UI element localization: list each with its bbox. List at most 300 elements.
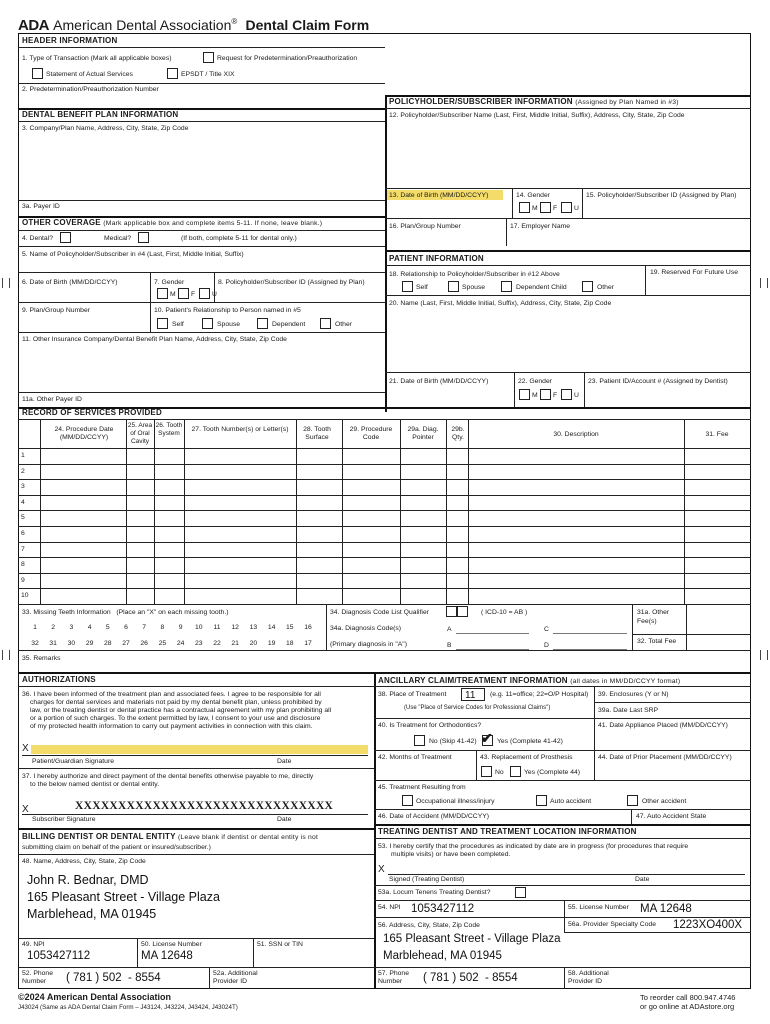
billing-street[interactable]: 165 Pleasant Street - Village Plaza [27,890,220,904]
field-42-label: 42. Months of Treatment [378,754,452,761]
auto-accident-checkbox[interactable] [536,795,547,806]
rule [385,188,751,189]
rule [632,604,633,650]
rule [253,938,254,967]
pat-gender-f-label: F [553,392,558,399]
rule [385,265,751,266]
title-org: American Dental Association [53,17,232,33]
field-40-label: 40. Is Treatment for Orthodontics? [378,722,482,729]
rule [18,768,374,769]
billing-license[interactable]: MA 12648 [141,950,193,962]
billing-section-note2: submitting claim on behalf of the patient or insured/subscriber.) [22,844,211,851]
services-col-rule [446,419,447,604]
epsdt-label: EPSDT / Title XIX [181,71,235,78]
col-24-header: 24. Procedure Date (MM/DD/CCYY) [54,426,114,441]
other-gender-f-label: F [191,291,196,298]
service-row-number: 10 [21,592,29,600]
rule [512,188,513,218]
field-31a-label: 31a. Other Fee(s) [637,609,670,625]
rule [18,419,751,420]
auto-accident-label: Auto accident [550,798,592,805]
subscriber-signature-field[interactable]: XXXXXXXXXXXXXXXXXXXXXXXXXXXXXX [75,800,334,812]
upper-tooth-number[interactable]: 5 [105,624,110,631]
field-54-label: 54. NPI [378,904,401,911]
field-56-label: 56. Address, City, State, Zip Code [378,922,480,929]
field-33-text: 33. Missing Teeth Information [22,609,111,616]
upper-tooth-number[interactable]: 1 [33,624,37,631]
rule [582,188,583,218]
occupational-checkbox[interactable] [402,795,413,806]
lower-tooth-number[interactable]: 30 [67,640,76,647]
rule [632,634,751,635]
upper-tooth-number[interactable]: 8 [160,624,165,631]
other-accident-checkbox[interactable] [627,795,638,806]
col-26-header: 26. Tooth System [155,422,183,437]
other-gender-f-checkbox[interactable] [178,288,189,299]
treating-sig-x: X [378,864,385,875]
billing-name[interactable]: John R. Bednar, DMD [27,873,149,887]
pat-rel-self-checkbox[interactable] [402,281,413,292]
service-row-number: 4 [21,498,25,506]
service-row-rule [18,557,751,558]
rule [18,650,751,651]
col-28-header: 28. Tooth Surface [303,426,331,441]
footer-copyright: ©2024 American Dental Association [18,992,172,1002]
service-row-rule [18,573,751,574]
rule [594,718,595,750]
pat-rel-dependent-label: Dependent Child [516,284,567,291]
patient-sig-label: Patient/Guardian Signature [32,758,114,765]
field-2-label: 2. Predetermination/Preauthorization Number [22,86,159,93]
rule [18,302,385,303]
rule [137,938,138,967]
field-11-label: 11. Other Insurance Company/Dental Benefit Plan Name, Address, City, State, Zip Code [22,336,287,343]
rel-spouse-checkbox[interactable] [202,318,213,329]
dental-checkbox[interactable] [60,232,71,243]
prosthesis-yes-label: Yes (Complete 44) [524,769,581,776]
field-38-label: 38. Place of Treatment [378,691,447,698]
lower-tooth-number[interactable]: 25 [158,640,167,647]
field-57-label: 57. Phone Number [378,970,409,985]
rule [564,917,565,932]
lower-tooth-number[interactable]: 32 [31,640,39,647]
rule [594,702,751,703]
upper-tooth-number[interactable]: 11 [213,624,221,631]
rule [18,230,385,231]
rule [374,838,751,839]
rule [18,938,374,939]
pat-gender-f-checkbox[interactable] [540,389,551,400]
actual-services-checkbox[interactable] [32,68,43,79]
lower-tooth-number[interactable]: 22 [213,640,221,647]
field-44-label: 44. Date of Prior Placement (MM/DD/CCYY) [598,754,732,761]
medical-checkbox[interactable] [138,232,149,243]
field-1-label: 1. Type of Transaction (Mark all applicable boxes) [22,55,172,62]
field-7-label: 7. Gender [154,279,185,286]
rule [374,809,751,810]
other-section-note: (Mark applicable box and complete items 5-11. If none, leave blank.) [103,220,323,227]
field-45-label: 45. Treatment Resulting from [378,784,466,791]
diag-b-label: B [447,642,452,649]
rule [385,218,751,219]
title-ada: ADA [18,17,49,34]
treating-specialty[interactable]: 1223XO400X [673,919,743,931]
diag-c-line[interactable] [553,633,627,634]
rule [374,780,751,781]
field-5-label: 5. Name of Policyholder/Subscriber in #4 (Last, First, Middle Initial, Suffix) [22,251,244,258]
rule [584,372,585,407]
billing-section-title [22,832,318,843]
rule [18,83,385,84]
lower-tooth-number[interactable]: 18 [286,640,294,647]
field-34-label: 34. Diagnosis Code List Qualifier [330,609,429,616]
auth-section-title: AUTHORIZATIONS [22,675,96,684]
upper-tooth-number[interactable]: 13 [249,624,258,631]
field-49-label: 49. NPI [22,941,45,948]
rule [18,967,374,968]
field-48-label: 48. Name, Address, City, State, Zip Code [22,858,146,865]
rule [18,121,385,122]
left-margin-mark-top [2,278,10,288]
field-36-line-2: charges for dental services and materials not paid by my dental benefit plan, unless prohibited by [30,699,322,706]
field-41-label: 41. Date Appliance Placed (MM/DD/CCYY) [598,722,728,729]
service-row-number: 5 [21,514,25,522]
services-col-rule [468,419,469,604]
rule [374,686,751,687]
other-gender-m-label: M [170,291,176,298]
rule [22,814,368,815]
pat-rel-spouse-checkbox[interactable] [448,281,459,292]
field-34a-label: 34a. Diagnosis Code(s) [330,625,402,632]
rule [594,750,595,780]
field-17-label: 17. Employer Name [510,223,571,230]
subscriber-section-note: (Assigned by Plan Named in #3) [575,99,679,106]
field-3a-label: 3a. Payer ID [22,203,60,210]
field-53-line-2: multiple visits) or have been completed. [391,851,511,858]
billing-phone-line[interactable]: 8554 [135,972,161,984]
insurance-section-title: DENTAL BENEFIT PLAN INFORMATION [22,110,179,119]
upper-tooth-number[interactable]: 4 [87,624,92,631]
field-43-label: 43. Replacement of Prosthesis [480,754,573,761]
lower-tooth-number[interactable]: 23 [195,640,203,647]
upper-tooth-number[interactable]: 15 [286,624,294,631]
lower-tooth-number[interactable]: 29 [85,640,94,647]
col-25-header: 25. Area of Oral Cavity [127,422,153,445]
ancillary-section-label: ANCILLARY CLAIM/TREATMENT INFORMATION [378,676,568,685]
diag-a-line[interactable] [456,633,529,634]
lower-tooth-number[interactable]: 27 [122,640,130,647]
other-gender-u-checkbox[interactable] [199,288,210,299]
pat-gender-m-checkbox[interactable] [519,389,530,400]
diag-a-label: A [447,626,452,633]
field-39-label: 39. Enclosures (Y or N) [598,691,669,698]
treating-phone[interactable]: ( 781 ) 502 - 8554 [423,972,518,984]
service-row-number: 1 [21,452,25,459]
ancillary-section-note: (all dates in MM/DD/CCYY format) [570,678,681,685]
treating-phone-prefix[interactable]: 502 [459,972,479,984]
treating-city[interactable]: Marblehead, MA 01945 [383,950,502,962]
patient-sig-x: X [22,743,29,754]
pat-rel-other-checkbox[interactable] [582,281,593,292]
rule [564,932,751,933]
rel-other-checkbox[interactable] [320,318,331,329]
sub-gender-u-checkbox[interactable] [561,202,572,213]
sub-gender-m-label: M [532,205,538,212]
field-33-label [22,609,228,617]
place-of-treatment-value[interactable]: 11 [465,690,476,701]
lower-tooth-number[interactable]: 20 [249,640,258,647]
prosthesis-no-checkbox[interactable] [481,766,492,777]
billing-phone-prefix[interactable]: 502 [102,972,122,984]
rule [18,828,374,830]
col-27-header: 27. Tooth Number(s) or Letter(s) [191,426,289,433]
right-margin-mark-bottom [760,650,768,660]
field-50-label: 50. License Number [141,941,202,948]
patient-sig-date: Date [277,758,292,765]
field-53-line-1: 53. I hereby certify that the procedures as indicated by date are in progress (for procedures that require [378,843,689,850]
field-16-label: 16. Plan/Group Number [389,223,461,230]
upper-tooth-number[interactable]: 16 [304,624,312,631]
field-36-line-1: 36. I have been informed of the treatment plan and associated fees. I agree to be responsible for all [22,691,321,698]
field-22-label: 22. Gender [518,378,553,385]
treating-phone-area[interactable]: 781 [430,972,450,984]
epsdt-checkbox[interactable] [167,68,178,79]
upper-tooth-number[interactable]: 2 [51,624,56,631]
footer-online: or go online at ADAstore.org [640,1002,735,1011]
title-form: Dental Claim Form [245,17,370,33]
treating-phone-line[interactable]: 8554 [492,972,518,984]
field-39a-label: 39a. Date Last SRP [598,707,659,714]
field-38-note: (e.g. 11=office; 22=O/P Hospital) [490,691,589,698]
other-section-title [22,218,322,229]
sub-gender-m-checkbox[interactable] [519,202,530,213]
upper-tooth-number[interactable]: 3 [69,624,74,631]
header-section-title: HEADER INFORMATION [22,36,118,45]
service-row-rule [18,526,751,527]
other-accident-label: Other accident [642,798,687,805]
pat-rel-dependent-checkbox[interactable] [501,281,512,292]
col-29a-header: 29a. Diag. Pointer [407,426,439,441]
rule [564,900,565,917]
diag-qualifier-box-2[interactable] [457,606,468,617]
prosthesis-no-label: No [495,769,504,776]
services-col-rule [40,419,41,604]
sub-gender-f-checkbox[interactable] [540,202,551,213]
billing-npi[interactable]: 1053427112 [27,950,91,962]
field-4-label: 4. Dental? [22,235,53,242]
rule [374,750,751,751]
upper-tooth-number[interactable]: 14 [267,624,276,631]
lower-tooth-number[interactable]: 24 [176,640,185,647]
rel-dependent-label: Dependent [272,321,306,328]
billing-phone[interactable]: ( 781 ) 502 - 8554 [66,972,161,984]
upper-tooth-number[interactable]: 10 [195,624,203,631]
rule [18,448,751,449]
sub-gender-u-label: U [574,205,579,212]
field-37-line-2: to the below named dentist or dental entity. [30,781,160,788]
field-36-line-4: or a portion of such charges. To the extent permitted by law, I consent to your use and disclosure [30,715,321,722]
rule [564,967,565,989]
rule [18,47,385,48]
diag-d-label: D [544,642,549,649]
field-13-label: 13. Date of Birth (MM/DD/CCYY) [389,192,489,199]
field-37-line-1: 37. I hereby authorize and direct payment of the dental benefits otherwise payable to me, directly [22,773,314,780]
rule [18,854,374,855]
rule [18,686,374,687]
service-row-rule [18,588,751,589]
upper-tooth-number[interactable]: 12 [231,624,239,631]
services-col-rule [342,419,343,604]
col-31-header: 31. Fee [705,431,729,438]
billing-city[interactable]: Marblehead, MA 01945 [27,907,157,921]
field-58-label: 58. Additional Provider ID [568,970,609,985]
treating-street[interactable]: 165 Pleasant Street - Village Plaza [383,933,561,945]
service-row-rule [18,495,751,496]
field-23-label: 23. Patient ID/Account # (Assigned by Dentist) [588,378,728,385]
pat-rel-other-label: Other [597,284,614,291]
field-6-label: 6. Date of Birth (MM/DD/CCYY) [22,279,118,286]
diag-qualifier-box-1[interactable] [446,606,457,617]
other-gender-m-checkbox[interactable] [157,288,168,299]
patient-signature-field[interactable] [31,745,368,754]
field-19-label: 19. Reserved For Future Use [650,269,739,276]
subscriber-section-title [389,97,679,108]
rule [374,824,751,826]
treating-signature-field[interactable] [388,874,745,875]
sub-gender-f-label: F [553,205,558,212]
patient-section-title: PATIENT INFORMATION [389,254,484,263]
services-section-title: RECORD OF SERVICES PROVIDED [22,408,162,417]
field-36-line-3: law, or the treating dentist or dental practice has a contractual agreement with my plan prohibiting all [30,707,332,714]
field-15-label: 15. Policyholder/Subscriber ID (Assigned by Plan) [586,192,737,199]
ortho-yes-label: Yes (Complete 41-42) [497,738,563,745]
form-title [18,13,369,35]
pat-gender-u-checkbox[interactable] [561,389,572,400]
field-32-label: 32. Total Fee [637,638,677,645]
ortho-no-checkbox[interactable] [414,735,425,746]
treating-section-title: TREATING DENTIST AND TREATMENT LOCATION INFORMATION [378,827,637,836]
lower-tooth-number[interactable]: 17 [304,640,312,647]
rel-self-label: Self [172,321,184,328]
service-row-rule [18,510,751,511]
footer-form-code: J43024 (Same as ADA Dental Claim Form – J43124, J43224, J43424, J43024T) [18,1004,238,1011]
rule [385,250,751,252]
lower-tooth-number[interactable]: 31 [49,640,57,647]
field-18-label: 18. Relationship to Policyholder/Subscriber in #12 Above [389,271,560,278]
billing-phone-area[interactable]: 781 [73,972,93,984]
field-34-note: ( ICD-10 = AB ) [481,609,528,616]
pat-rel-self-label: Self [416,284,428,291]
occupational-label: Occupational illness/injury [416,798,495,805]
rule [374,900,751,901]
field-33-note: (Place an "X" on each missing tooth.) [116,609,229,616]
field-52a-label: 52a. Additional Provider ID [213,970,258,985]
rule [18,200,385,201]
field-12-label: 12. Policyholder/Subscriber Name (Last, First, Middle Initial, Suffix), Address, City, State, Zip Code [389,112,685,119]
rule [18,672,751,674]
field-20-label: 20. Name (Last, First, Middle Initial, Suffix), Address, City, State, Zip Code [389,300,612,307]
field-35-label: 35. Remarks [22,655,61,662]
service-row-number: 7 [21,545,25,553]
rule [209,967,210,989]
right-margin-mark-top [760,278,768,288]
field-8-label: 8. Policyholder/Subscriber ID (Assigned by Plan) [218,279,365,286]
field-38-note2: (Use "Place of Service Codes for Professional Claims") [404,705,551,711]
services-col-rule [184,419,185,604]
subscriber-sig-x: X [22,804,29,815]
col-29-header: 29. Procedure Code [349,426,393,441]
col-30-header: 30. Description [553,431,599,438]
rel-spouse-label: Spouse [217,321,241,328]
pat-gender-u-label: U [574,392,579,399]
rel-self-checkbox[interactable] [157,318,168,329]
field-55-label: 55. License Number [568,904,629,911]
pat-gender-m-label: M [532,392,538,399]
rule [631,809,632,824]
billing-section-note: (Leave blank if dentist or dental entity is not [177,834,319,841]
treating-sig-label: Signed (Treating Dentist) [389,876,465,883]
field-4-note: (If both, complete 5-11 for dental only.) [181,235,297,242]
field-56a-label: 56a. Provider Specialty Code [568,921,657,928]
prosthesis-yes-checkbox[interactable] [510,766,521,777]
field-11a-label: 11a. Other Payer ID [22,396,82,403]
upper-tooth-number[interactable]: 7 [142,624,147,631]
rule [385,108,751,109]
lower-tooth-number[interactable]: 21 [231,640,239,647]
lower-tooth-number[interactable]: 19 [267,640,276,647]
rel-dependent-checkbox[interactable] [257,318,268,329]
services-col-rule [684,419,685,604]
ortho-no-label: No (Skip 41-42) [429,738,477,745]
rule [214,272,215,302]
subscriber-sig-date: Date [277,816,292,823]
footer-reorder: To reorder call 800.947.4746 [640,993,736,1002]
diag-c-label: C [544,626,549,633]
title-reg: ® [231,17,238,26]
service-row-rule [18,542,751,543]
field-36-line-5: of my protected health information to carry out payment activities in connection with this claim. [30,723,313,730]
service-row-number: 8 [21,561,25,569]
col-29b-header: 29b. Qty. [451,426,465,441]
rule [374,967,751,968]
rule [18,332,385,333]
lower-tooth-number[interactable]: 28 [104,640,112,647]
treating-license[interactable]: MA 12648 [640,903,692,915]
field-51-label: 51. SSN or TIN [257,941,303,948]
other-gender-u-label: U [212,291,217,298]
predetermination-checkbox[interactable] [203,52,214,63]
locum-tenens-checkbox[interactable] [515,887,526,898]
field-34a-note: (Primary diagnosis in "A") [330,641,407,648]
treating-npi[interactable]: 1053427112 [411,903,475,915]
rule [18,604,751,605]
service-row-rule [18,479,751,480]
center-divider-lower [374,672,376,989]
rule [18,246,385,247]
rule [374,885,751,886]
upper-tooth-number[interactable]: 9 [178,624,183,631]
lower-tooth-number[interactable]: 26 [140,640,148,647]
rule [18,392,385,393]
rule [385,295,751,296]
service-row-rule [18,464,751,465]
upper-tooth-number[interactable]: 6 [124,624,128,631]
field-21-label: 21. Date of Birth (MM/DD/CCYY) [389,378,489,385]
subscriber-sig-label: Subscriber Signature [32,816,96,823]
field-3-label: 3. Company/Plan Name, Address, City, State, Zip Code [22,125,189,132]
field-53a-label: 53a. Locum Tenens Treating Dentist? [378,889,491,896]
service-row-number: 2 [21,467,25,475]
